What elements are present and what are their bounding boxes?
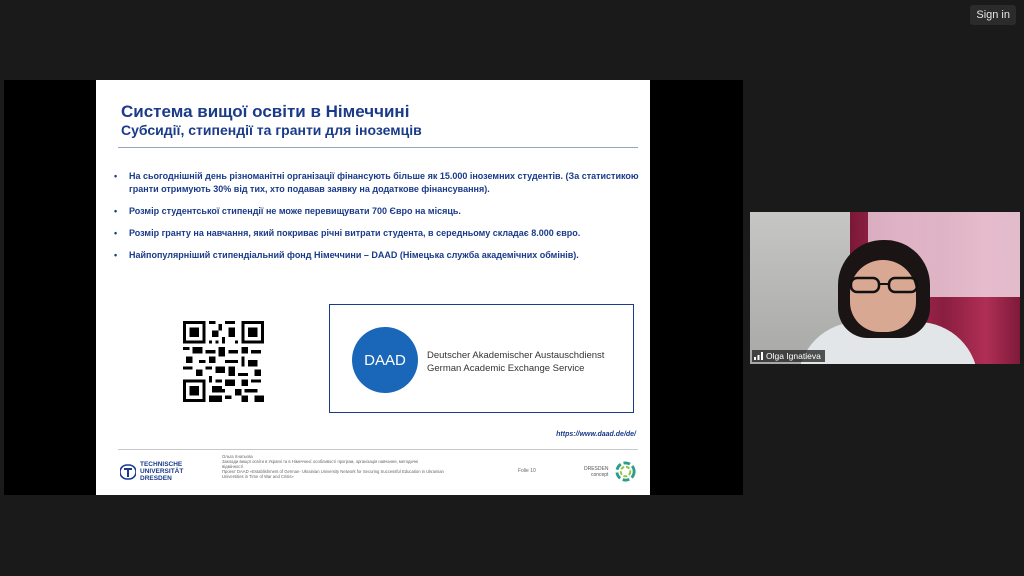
qr-code-icon — [183, 321, 264, 402]
bullet-marker: • — [114, 250, 118, 260]
daad-name-english: German Academic Exchange Service — [427, 363, 585, 374]
connection-signal-icon — [754, 352, 763, 360]
daad-logo-icon: DAAD — [352, 327, 418, 393]
footer-project-info: Ольга Ігнатьєва Заклади вищої освіти в Україні та в Німеччині: особливості програм, організація навчання, методичні відмінності Проект DAAD «Establishment of German- Ukrainian University Network for Securing Successful Education in Ukrainian Universities in Time of War and Crisis» — [222, 454, 444, 479]
bullet-item: • На сьогоднішній день різноманітні організації фінансують більше як 15.000 іноземних студентів. (За статистикою гранти отримують 30% від тих, хто подавав заявку на додаткове фінансування). — [114, 171, 639, 194]
sign-in-button[interactable]: Sign in — [970, 5, 1016, 25]
dresden-concept-logo-icon — [614, 460, 637, 483]
daad-logo-box — [329, 304, 634, 413]
bullet-marker: • — [114, 206, 118, 216]
title-divider — [118, 147, 638, 148]
daad-name-german: Deutscher Akademischer Austauschdienst — [427, 350, 605, 361]
tu-dresden-logo — [120, 461, 183, 482]
bullet-marker: • — [114, 171, 118, 181]
bullet-item: • Найпопулярніший стипендіальний фонд Німеччини – DAAD (Німецька служба академічних обмінів). — [114, 250, 579, 260]
participant-name: Olga Ignatieva — [766, 351, 821, 361]
bullet-marker: • — [114, 228, 118, 238]
participant-name-label — [752, 350, 825, 362]
tu-dresden-wordmark: TECHNISCHE UNIVERSITÄT DRESDEN — [140, 461, 184, 482]
dresden-concept-wordmark: DRESDEN concept — [584, 466, 609, 478]
glasses-icon — [849, 276, 919, 294]
bullet-list — [114, 170, 640, 271]
slide-page-number: Folie 10 — [518, 468, 536, 474]
tu-dresden-logo-icon — [120, 464, 136, 480]
slide-title: Система вищої освіти в Німеччині — [121, 102, 410, 121]
footer-divider — [118, 449, 638, 450]
participant-video-tile[interactable] — [750, 212, 1020, 364]
bullet-item: • Розмір гранту на навчання, який покриває річні витрати студента, в середньому складає 8.000 євро. — [114, 228, 581, 238]
slide-subtitle: Субсидії, стипендії та гранти для іноземців — [121, 122, 422, 138]
participant-face — [850, 260, 916, 332]
presentation-slide — [96, 80, 650, 495]
bullet-item: • Розмір студентської стипендії не може перевищувати 700 Євро на місяць. — [114, 206, 461, 216]
daad-url-link[interactable]: https://www.daad.de/de/ — [556, 431, 636, 438]
